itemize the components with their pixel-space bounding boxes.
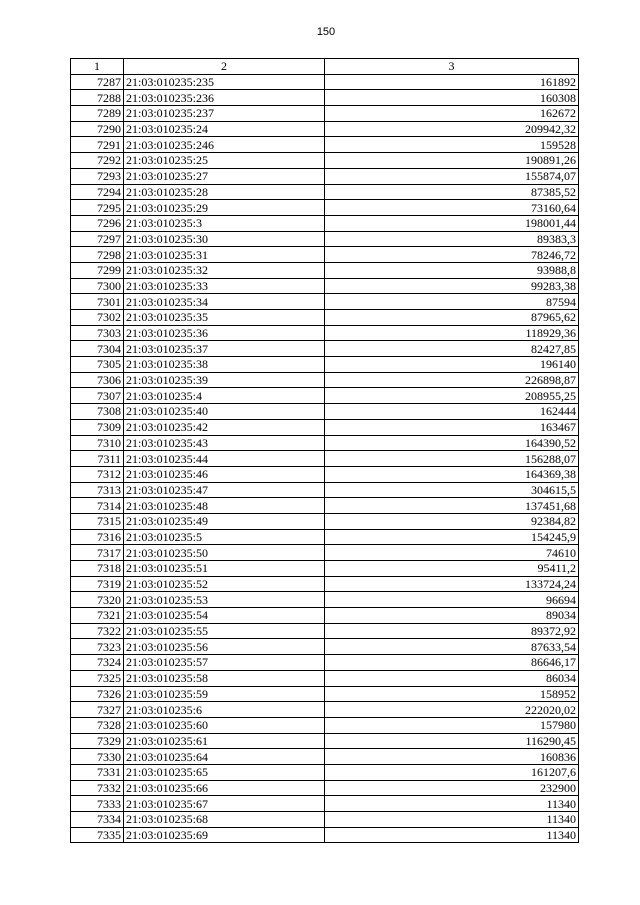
value-cell: 78246,72 xyxy=(325,247,579,263)
row-number-cell: 7301 xyxy=(71,294,124,310)
table-row xyxy=(71,90,579,106)
value-cell: 133724,24 xyxy=(325,576,579,592)
row-number-cell: 7300 xyxy=(71,278,124,294)
table-row xyxy=(71,702,579,718)
table-row xyxy=(71,592,579,608)
table-row xyxy=(71,717,579,733)
value-cell: 11340 xyxy=(325,812,579,828)
table-row xyxy=(71,466,579,482)
cadastral-number-cell: 21:03:010235:65 xyxy=(124,764,325,780)
value-cell: 160308 xyxy=(325,90,579,106)
value-cell: 87633,54 xyxy=(325,639,579,655)
value-cell: 222020,02 xyxy=(325,702,579,718)
table-header xyxy=(71,59,579,75)
table-row xyxy=(71,200,579,216)
value-cell: 89034 xyxy=(325,608,579,624)
table-row xyxy=(71,262,579,278)
table-row xyxy=(71,749,579,765)
value-cell: 209942,32 xyxy=(325,121,579,137)
row-number-cell: 7293 xyxy=(71,168,124,184)
row-number-cell: 7306 xyxy=(71,372,124,388)
column-header-1: 1 xyxy=(71,59,124,75)
table-row xyxy=(71,608,579,624)
value-cell: 158952 xyxy=(325,686,579,702)
value-cell: 74610 xyxy=(325,545,579,561)
value-cell: 198001,44 xyxy=(325,215,579,231)
table-row xyxy=(71,404,579,420)
header-row xyxy=(71,59,579,75)
value-cell: 11340 xyxy=(325,796,579,812)
row-number-cell: 7324 xyxy=(71,655,124,671)
row-number-cell: 7315 xyxy=(71,513,124,529)
value-cell: 156288,07 xyxy=(325,451,579,467)
row-number-cell: 7310 xyxy=(71,435,124,451)
row-number-cell: 7288 xyxy=(71,90,124,106)
row-number-cell: 7295 xyxy=(71,200,124,216)
row-number-cell: 7327 xyxy=(71,702,124,718)
value-cell: 82427,85 xyxy=(325,341,579,357)
row-number-cell: 7290 xyxy=(71,121,124,137)
value-cell: 162444 xyxy=(325,404,579,420)
cadastral-number-cell: 21:03:010235:58 xyxy=(124,670,325,686)
value-cell: 304615,5 xyxy=(325,482,579,498)
value-cell: 190891,26 xyxy=(325,153,579,169)
row-number-cell: 7308 xyxy=(71,404,124,420)
cadastral-number-cell: 21:03:010235:32 xyxy=(124,262,325,278)
cadastral-number-cell: 21:03:010235:39 xyxy=(124,372,325,388)
row-number-cell: 7307 xyxy=(71,388,124,404)
cadastral-number-cell: 21:03:010235:64 xyxy=(124,749,325,765)
row-number-cell: 7311 xyxy=(71,451,124,467)
table-row xyxy=(71,482,579,498)
cadastral-number-cell: 21:03:010235:28 xyxy=(124,184,325,200)
cadastral-number-cell: 21:03:010235:3 xyxy=(124,215,325,231)
cadastral-number-cell: 21:03:010235:61 xyxy=(124,733,325,749)
row-number-cell: 7333 xyxy=(71,796,124,812)
cadastral-number-cell: 21:03:010235:59 xyxy=(124,686,325,702)
table-row xyxy=(71,137,579,153)
cadastral-number-cell: 21:03:010235:34 xyxy=(124,294,325,310)
cadastral-number-cell: 21:03:010235:44 xyxy=(124,451,325,467)
table-row xyxy=(71,168,579,184)
column-header-2: 2 xyxy=(124,59,325,75)
value-cell: 164390,52 xyxy=(325,435,579,451)
table-row xyxy=(71,561,579,577)
table-row xyxy=(71,655,579,671)
cadastral-number-cell: 21:03:010235:50 xyxy=(124,545,325,561)
table-row xyxy=(71,247,579,263)
table-row xyxy=(71,153,579,169)
cadastral-number-cell: 21:03:010235:25 xyxy=(124,153,325,169)
row-number-cell: 7335 xyxy=(71,827,124,843)
table-row xyxy=(71,451,579,467)
table-row xyxy=(71,764,579,780)
row-number-cell: 7331 xyxy=(71,764,124,780)
value-cell: 232900 xyxy=(325,780,579,796)
row-number-cell: 7303 xyxy=(71,325,124,341)
table-row xyxy=(71,215,579,231)
row-number-cell: 7318 xyxy=(71,561,124,577)
value-cell: 161892 xyxy=(325,74,579,90)
page-number: 150 xyxy=(316,26,336,38)
cadastral-number-cell: 21:03:010235:54 xyxy=(124,608,325,624)
cadastral-number-cell: 21:03:010235:42 xyxy=(124,419,325,435)
cadastral-number-cell: 21:03:010235:33 xyxy=(124,278,325,294)
cadastral-number-cell: 21:03:010235:53 xyxy=(124,592,325,608)
cadastral-number-cell: 21:03:010235:69 xyxy=(124,827,325,843)
row-number-cell: 7291 xyxy=(71,137,124,153)
cadastral-number-cell: 21:03:010235:5 xyxy=(124,529,325,545)
row-number-cell: 7298 xyxy=(71,247,124,263)
table-row xyxy=(71,796,579,812)
row-number-cell: 7325 xyxy=(71,670,124,686)
value-cell: 160836 xyxy=(325,749,579,765)
cadastral-number-cell: 21:03:010235:6 xyxy=(124,702,325,718)
value-cell: 86646,17 xyxy=(325,655,579,671)
table-row xyxy=(71,545,579,561)
table-row xyxy=(71,184,579,200)
cadastral-number-cell: 21:03:010235:52 xyxy=(124,576,325,592)
cadastral-number-cell: 21:03:010235:237 xyxy=(124,106,325,122)
value-cell: 116290,45 xyxy=(325,733,579,749)
cadastral-number-cell: 21:03:010235:40 xyxy=(124,404,325,420)
table-row xyxy=(71,388,579,404)
cadastral-number-cell: 21:03:010235:51 xyxy=(124,561,325,577)
cadastral-number-cell: 21:03:010235:31 xyxy=(124,247,325,263)
table-row xyxy=(71,231,579,247)
cadastral-number-cell: 21:03:010235:35 xyxy=(124,310,325,326)
table-row xyxy=(71,121,579,137)
value-cell: 226898,87 xyxy=(325,372,579,388)
row-number-cell: 7292 xyxy=(71,153,124,169)
row-number-cell: 7330 xyxy=(71,749,124,765)
cadastral-number-cell: 21:03:010235:36 xyxy=(124,325,325,341)
table-row xyxy=(71,623,579,639)
cadastral-number-cell: 21:03:010235:68 xyxy=(124,812,325,828)
value-cell: 89372,92 xyxy=(325,623,579,639)
row-number-cell: 7334 xyxy=(71,812,124,828)
value-cell: 99283,38 xyxy=(325,278,579,294)
row-number-cell: 7317 xyxy=(71,545,124,561)
cadastral-number-cell: 21:03:010235:57 xyxy=(124,655,325,671)
cadastral-number-cell: 21:03:010235:47 xyxy=(124,482,325,498)
value-cell: 87594 xyxy=(325,294,579,310)
table-row xyxy=(71,435,579,451)
table-row xyxy=(71,576,579,592)
row-number-cell: 7323 xyxy=(71,639,124,655)
cadastral-number-cell: 21:03:010235:60 xyxy=(124,717,325,733)
table-row xyxy=(71,310,579,326)
value-cell: 11340 xyxy=(325,827,579,843)
cadastral-number-cell: 21:03:010235:235 xyxy=(124,74,325,90)
value-cell: 93988,8 xyxy=(325,262,579,278)
row-number-cell: 7297 xyxy=(71,231,124,247)
cadastral-number-cell: 21:03:010235:29 xyxy=(124,200,325,216)
cadastral-number-cell: 21:03:010235:38 xyxy=(124,357,325,373)
row-number-cell: 7304 xyxy=(71,341,124,357)
value-cell: 86034 xyxy=(325,670,579,686)
table-row xyxy=(71,513,579,529)
row-number-cell: 7326 xyxy=(71,686,124,702)
table-row xyxy=(71,670,579,686)
table-row xyxy=(71,780,579,796)
value-cell: 95411,2 xyxy=(325,561,579,577)
value-cell: 92384,82 xyxy=(325,513,579,529)
row-number-cell: 7289 xyxy=(71,106,124,122)
table-row xyxy=(71,74,579,90)
cadastral-number-cell: 21:03:010235:49 xyxy=(124,513,325,529)
table-row xyxy=(71,372,579,388)
table-row xyxy=(71,419,579,435)
cadastral-number-cell: 21:03:010235:37 xyxy=(124,341,325,357)
cadastral-number-cell: 21:03:010235:46 xyxy=(124,466,325,482)
cadastral-number-cell: 21:03:010235:30 xyxy=(124,231,325,247)
value-cell: 163467 xyxy=(325,419,579,435)
row-number-cell: 7309 xyxy=(71,419,124,435)
value-cell: 89383,3 xyxy=(325,231,579,247)
table-row xyxy=(71,529,579,545)
cadastral-number-cell: 21:03:010235:236 xyxy=(124,90,325,106)
row-number-cell: 7320 xyxy=(71,592,124,608)
value-cell: 155874,07 xyxy=(325,168,579,184)
row-number-cell: 7322 xyxy=(71,623,124,639)
cadastral-number-cell: 21:03:010235:67 xyxy=(124,796,325,812)
row-number-cell: 7294 xyxy=(71,184,124,200)
data-table xyxy=(70,58,579,843)
table-row xyxy=(71,498,579,514)
cadastral-number-cell: 21:03:010235:43 xyxy=(124,435,325,451)
row-number-cell: 7313 xyxy=(71,482,124,498)
cadastral-number-cell: 21:03:010235:4 xyxy=(124,388,325,404)
table-row xyxy=(71,733,579,749)
cadastral-number-cell: 21:03:010235:56 xyxy=(124,639,325,655)
value-cell: 137451,68 xyxy=(325,498,579,514)
value-cell: 96694 xyxy=(325,592,579,608)
value-cell: 208955,25 xyxy=(325,388,579,404)
row-number-cell: 7316 xyxy=(71,529,124,545)
value-cell: 196140 xyxy=(325,357,579,373)
value-cell: 159528 xyxy=(325,137,579,153)
row-number-cell: 7329 xyxy=(71,733,124,749)
row-number-cell: 7302 xyxy=(71,310,124,326)
row-number-cell: 7287 xyxy=(71,74,124,90)
table-row xyxy=(71,827,579,843)
row-number-cell: 7321 xyxy=(71,608,124,624)
value-cell: 157980 xyxy=(325,717,579,733)
table-row xyxy=(71,639,579,655)
cadastral-number-cell: 21:03:010235:24 xyxy=(124,121,325,137)
column-header-3: 3 xyxy=(325,59,579,75)
cadastral-number-cell: 21:03:010235:48 xyxy=(124,498,325,514)
row-number-cell: 7319 xyxy=(71,576,124,592)
table-row xyxy=(71,812,579,828)
row-number-cell: 7299 xyxy=(71,262,124,278)
cadastral-number-cell: 21:03:010235:246 xyxy=(124,137,325,153)
table-row xyxy=(71,686,579,702)
row-number-cell: 7314 xyxy=(71,498,124,514)
value-cell: 118929,36 xyxy=(325,325,579,341)
row-number-cell: 7305 xyxy=(71,357,124,373)
row-number-cell: 7328 xyxy=(71,717,124,733)
cadastral-number-cell: 21:03:010235:66 xyxy=(124,780,325,796)
table-row xyxy=(71,106,579,122)
table-body xyxy=(71,74,579,843)
cadastral-number-cell: 21:03:010235:27 xyxy=(124,168,325,184)
value-cell: 154245,9 xyxy=(325,529,579,545)
row-number-cell: 7296 xyxy=(71,215,124,231)
cadastral-number-cell: 21:03:010235:55 xyxy=(124,623,325,639)
table-row xyxy=(71,357,579,373)
table-row xyxy=(71,294,579,310)
value-cell: 162672 xyxy=(325,106,579,122)
value-cell: 161207,6 xyxy=(325,764,579,780)
table-row xyxy=(71,325,579,341)
row-number-cell: 7312 xyxy=(71,466,124,482)
value-cell: 73160,64 xyxy=(325,200,579,216)
table-row xyxy=(71,278,579,294)
row-number-cell: 7332 xyxy=(71,780,124,796)
value-cell: 87385,52 xyxy=(325,184,579,200)
value-cell: 164369,38 xyxy=(325,466,579,482)
value-cell: 87965,62 xyxy=(325,310,579,326)
table-row xyxy=(71,341,579,357)
